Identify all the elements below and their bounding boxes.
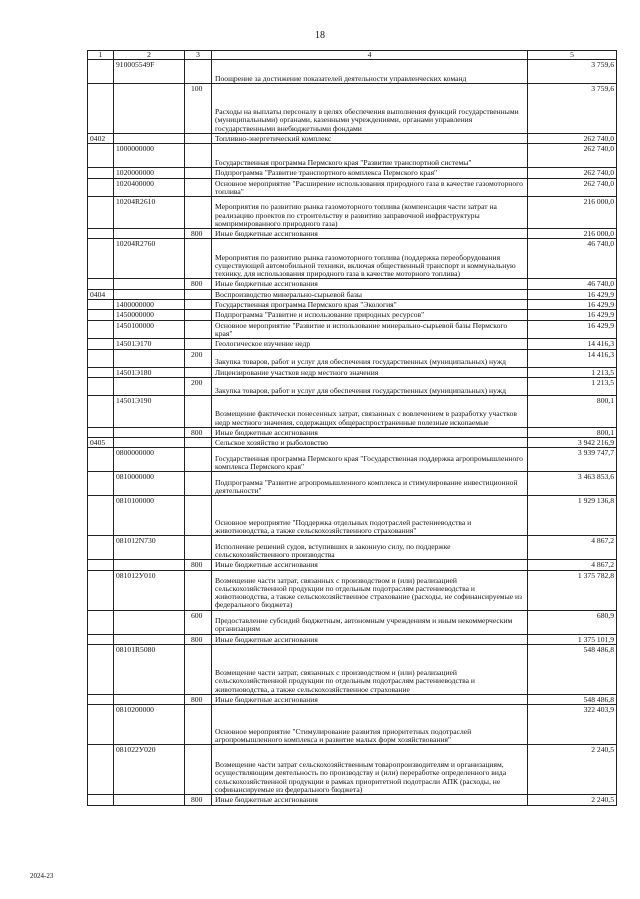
- table-row: [88, 427, 617, 437]
- section-cell: [88, 60, 114, 84]
- name-cell: Топливно-энергетический комплекс: [212, 134, 528, 144]
- target-cell: 14501Э190: [114, 395, 185, 427]
- target-cell: 0810100000: [114, 496, 185, 536]
- target-cell: 14501Э180: [114, 367, 185, 377]
- section-cell: [88, 84, 114, 134]
- section-cell: [88, 339, 114, 349]
- section-cell: [88, 472, 114, 496]
- table-header-row: [88, 51, 617, 60]
- page-number: 18: [315, 30, 325, 41]
- table-row: [88, 560, 617, 570]
- amount-cell: 680,9: [528, 610, 617, 634]
- header-cell: 2: [114, 51, 185, 60]
- name-cell: Государственная программа Пермского края "Развитие транспортной системы": [212, 144, 528, 168]
- type-cell: [185, 448, 212, 472]
- amount-cell: 216 000,0: [528, 229, 617, 239]
- section-cell: [88, 197, 114, 229]
- table-row: [88, 320, 617, 339]
- name-cell: Основное мероприятие "Стимулирование развития приоритетных подотраслей агропромышленного комплекса и развитие малых форм хозяйствования": [212, 705, 528, 745]
- name-cell: Подпрограмма "Развитие и использование природных ресурсов": [212, 310, 528, 320]
- table-row: [88, 229, 617, 239]
- name-cell: Предоставление субсидий бюджетным, автономным учреждениям и иным некоммерческим организациям: [212, 610, 528, 634]
- type-cell: [185, 144, 212, 168]
- amount-cell: 3 463 853,6: [528, 472, 617, 496]
- target-cell: [114, 229, 185, 239]
- name-cell: Подпрограмма "Развитие агропромышленного комплекса и стимулирование инвестиционной деятельности": [212, 472, 528, 496]
- section-cell: [88, 178, 114, 197]
- amount-cell: 16 429,9: [528, 289, 617, 299]
- amount-cell: 3 759,6: [528, 60, 617, 84]
- table-row: [88, 134, 617, 144]
- section-cell: 0402: [88, 134, 114, 144]
- table-row: [88, 795, 617, 805]
- type-cell: 800: [185, 229, 212, 239]
- name-cell: Расходы на выплаты персоналу в целях обеспечения выполнения функций государственными (муниципальными) органами, казенными учреждениями, органами управления государственными внебюджетными фондами: [212, 84, 528, 134]
- section-cell: [88, 795, 114, 805]
- name-cell: Иные бюджетные ассигнования: [212, 795, 528, 805]
- table-row: [88, 310, 617, 320]
- amount-cell: 800,1: [528, 395, 617, 427]
- target-cell: 910005549F: [114, 60, 185, 84]
- target-cell: [114, 279, 185, 289]
- footer-code: 2024-23: [30, 872, 54, 880]
- name-cell: Основное мероприятие "Расширение использования природного газа в качестве газомоторного топлива": [212, 178, 528, 197]
- table-row: [88, 289, 617, 299]
- table-row: [88, 144, 617, 168]
- type-cell: [185, 134, 212, 144]
- type-cell: [185, 395, 212, 427]
- name-cell: Возмещение фактически понесенных затрат, связанных с вовлечением в разработку участков недр местного значения, содержащих общераспространенные полезные ископаемые: [212, 395, 528, 427]
- name-cell: Исполнение решений судов, вступивших в законную силу, по поддержке сельскохозяйственного производства: [212, 536, 528, 560]
- target-cell: 10204R2610: [114, 197, 185, 229]
- target-cell: [114, 438, 185, 448]
- target-cell: 0800000000: [114, 448, 185, 472]
- name-cell: Возмещение части затрат, связанных с производством и (или) реализацией сельскохозяйственной продукции по отдельным подотраслям растениеводства и животноводства, а также сельскохозяйственное страхование (расходы, не софинансируемые из федерального бюджета): [212, 570, 528, 610]
- type-cell: 600: [185, 610, 212, 634]
- name-cell: Основное мероприятие "Поддержка отдельных подотраслей растениеводства и животноводства, а также сельскохозяйственного страхования": [212, 496, 528, 536]
- section-cell: [88, 377, 114, 395]
- amount-cell: 216 000,0: [528, 197, 617, 229]
- header-cell: 5: [528, 51, 617, 60]
- section-cell: [88, 310, 114, 320]
- type-cell: [185, 60, 212, 84]
- table-row: [88, 570, 617, 610]
- table-row: [88, 634, 617, 644]
- target-cell: [114, 289, 185, 299]
- section-cell: 0405: [88, 438, 114, 448]
- amount-cell: 3 942 216,9: [528, 438, 617, 448]
- target-cell: 1020000000: [114, 168, 185, 178]
- section-cell: [88, 560, 114, 570]
- section-cell: [88, 395, 114, 427]
- name-cell: Поощрение за достижение показателей деятельности управленческих команд: [212, 60, 528, 84]
- type-cell: 800: [185, 279, 212, 289]
- type-cell: [185, 178, 212, 197]
- table-row: [88, 367, 617, 377]
- header-cell: 1: [88, 51, 114, 60]
- amount-cell: 1 213,5: [528, 377, 617, 395]
- section-cell: [88, 645, 114, 695]
- type-cell: [185, 197, 212, 229]
- type-cell: [185, 320, 212, 339]
- table-row: [88, 395, 617, 427]
- type-cell: 200: [185, 377, 212, 395]
- amount-cell: 4 867,2: [528, 560, 617, 570]
- name-cell: Иные бюджетные ассигнования: [212, 427, 528, 437]
- type-cell: 800: [185, 634, 212, 644]
- name-cell: Закупка товаров, работ и услуг для обеспечения государственных (муниципальных) нужд: [212, 377, 528, 395]
- table-row: [88, 448, 617, 472]
- target-cell: [114, 560, 185, 570]
- amount-cell: 46 740,0: [528, 239, 617, 279]
- amount-cell: 800,1: [528, 427, 617, 437]
- name-cell: Геологическое изучение недр: [212, 339, 528, 349]
- target-cell: 0810200000: [114, 705, 185, 745]
- amount-cell: 2 240,5: [528, 795, 617, 805]
- target-cell: [114, 795, 185, 805]
- name-cell: Государственная программа Пермского края "Государственная поддержка агропромышленного комплекса Пермского края": [212, 448, 528, 472]
- type-cell: [185, 496, 212, 536]
- type-cell: [185, 645, 212, 695]
- type-cell: [185, 438, 212, 448]
- type-cell: 100: [185, 84, 212, 134]
- target-cell: [114, 634, 185, 644]
- table-row: [88, 84, 617, 134]
- type-cell: [185, 239, 212, 279]
- target-cell: 0810000000: [114, 472, 185, 496]
- section-cell: [88, 610, 114, 634]
- section-cell: [88, 448, 114, 472]
- target-cell: [114, 695, 185, 705]
- type-cell: 800: [185, 695, 212, 705]
- target-cell: [114, 84, 185, 134]
- target-cell: 1000000000: [114, 144, 185, 168]
- section-cell: [88, 229, 114, 239]
- amount-cell: 16 429,9: [528, 310, 617, 320]
- name-cell: Мероприятия по развитию рынка газомоторного топлива (поддержка переоборудования существующей автомобильной техники, включая общественный транспорт и коммунальную технику, для использования природного газа в качестве моторного топлива): [212, 239, 528, 279]
- target-cell: [114, 377, 185, 395]
- target-cell: 1020400000: [114, 178, 185, 197]
- table-row: [88, 472, 617, 496]
- table-row: [88, 496, 617, 536]
- amount-cell: 14 416,3: [528, 349, 617, 367]
- name-cell: Подпрограмма "Развитие транспортного комплекса Пермского края": [212, 168, 528, 178]
- target-cell: 1450100000: [114, 320, 185, 339]
- amount-cell: 46 740,0: [528, 279, 617, 289]
- name-cell: Государственная программа Пермского края "Экология": [212, 300, 528, 310]
- name-cell: Воспроизводство минерально-сырьевой базы: [212, 289, 528, 299]
- name-cell: Возмещение части затрат, связанных с производством и (или) реализацией сельскохозяйственной продукции по отдельным подотраслям растениеводства и животноводства, а также сельскохозяйственное страхование: [212, 645, 528, 695]
- target-cell: 14501Э170: [114, 339, 185, 349]
- type-cell: 800: [185, 427, 212, 437]
- amount-cell: 3 939 747,7: [528, 448, 617, 472]
- section-cell: [88, 239, 114, 279]
- amount-cell: 1 929 136,8: [528, 496, 617, 536]
- section-cell: [88, 279, 114, 289]
- amount-cell: 16 429,9: [528, 300, 617, 310]
- type-cell: [185, 310, 212, 320]
- table-row: [88, 178, 617, 197]
- section-cell: [88, 144, 114, 168]
- section-cell: [88, 300, 114, 310]
- name-cell: Лицензирование участков недр местного значения: [212, 367, 528, 377]
- amount-cell: 2 240,5: [528, 745, 617, 795]
- name-cell: Основное мероприятие "Развитие и использование минерально-сырьевой базы Пермского края": [212, 320, 528, 339]
- name-cell: Иные бюджетные ассигнования: [212, 695, 528, 705]
- amount-cell: 1 375 782,8: [528, 570, 617, 610]
- type-cell: [185, 570, 212, 610]
- table-row: [88, 349, 617, 367]
- target-cell: [114, 134, 185, 144]
- target-cell: 081022У020: [114, 745, 185, 795]
- section-cell: [88, 570, 114, 610]
- amount-cell: 322 403,9: [528, 705, 617, 745]
- budget-table: [87, 50, 617, 806]
- section-cell: [88, 349, 114, 367]
- type-cell: [185, 168, 212, 178]
- type-cell: [185, 536, 212, 560]
- table-row: [88, 438, 617, 448]
- table-row: [88, 339, 617, 349]
- table-row: [88, 745, 617, 795]
- type-cell: [185, 300, 212, 310]
- section-cell: [88, 634, 114, 644]
- amount-cell: 14 416,3: [528, 339, 617, 349]
- amount-cell: 548 486,8: [528, 695, 617, 705]
- type-cell: [185, 745, 212, 795]
- amount-cell: 4 867,2: [528, 536, 617, 560]
- target-cell: 1450000000: [114, 310, 185, 320]
- amount-cell: 1 375 101,9: [528, 634, 617, 644]
- table-row: [88, 536, 617, 560]
- name-cell: Закупка товаров, работ и услуг для обеспечения государственных (муниципальных) нужд: [212, 349, 528, 367]
- type-cell: [185, 367, 212, 377]
- type-cell: [185, 705, 212, 745]
- table-row: [88, 705, 617, 745]
- target-cell: 08101R5080: [114, 645, 185, 695]
- name-cell: Иные бюджетные ассигнования: [212, 279, 528, 289]
- header-cell: 4: [212, 51, 528, 60]
- header-cell: 3: [185, 51, 212, 60]
- target-cell: [114, 349, 185, 367]
- table-row: [88, 239, 617, 279]
- type-cell: 800: [185, 795, 212, 805]
- type-cell: [185, 289, 212, 299]
- table-row: [88, 645, 617, 695]
- type-cell: 200: [185, 349, 212, 367]
- section-cell: [88, 427, 114, 437]
- amount-cell: 16 429,9: [528, 320, 617, 339]
- amount-cell: 262 740,0: [528, 168, 617, 178]
- name-cell: Сельское хозяйство и рыболовство: [212, 438, 528, 448]
- table-row: [88, 300, 617, 310]
- target-cell: [114, 610, 185, 634]
- table-row: [88, 168, 617, 178]
- amount-cell: 548 486,8: [528, 645, 617, 695]
- table-row: [88, 377, 617, 395]
- type-cell: 800: [185, 560, 212, 570]
- section-cell: [88, 695, 114, 705]
- type-cell: [185, 339, 212, 349]
- name-cell: Иные бюджетные ассигнования: [212, 634, 528, 644]
- name-cell: Возмещение части затрат сельскохозяйственным товаропроизводителям и организациям, осуществляющим деятельность по производству и (или) переработке определенного вида сельскохозяйственной продукции в рамках приоритетной подотрасли АПК (расходы, не софинансируемые из федерального бюджета): [212, 745, 528, 795]
- section-cell: [88, 496, 114, 536]
- section-cell: [88, 320, 114, 339]
- target-cell: 10204R2760: [114, 239, 185, 279]
- type-cell: [185, 472, 212, 496]
- amount-cell: 1 213,5: [528, 367, 617, 377]
- table-row: [88, 610, 617, 634]
- amount-cell: 3 759,6: [528, 84, 617, 134]
- section-cell: [88, 536, 114, 560]
- section-cell: [88, 745, 114, 795]
- target-cell: 081012У010: [114, 570, 185, 610]
- table-body: [88, 60, 617, 806]
- table-row: [88, 60, 617, 84]
- target-cell: [114, 427, 185, 437]
- amount-cell: 262 740,0: [528, 178, 617, 197]
- table-row: [88, 279, 617, 289]
- section-cell: [88, 705, 114, 745]
- name-cell: Мероприятия по развитию рынка газомоторного топлива (компенсация части затрат на реализацию проектов по строительству и развитию заправочной инфраструктуры компримированного природного газа): [212, 197, 528, 229]
- amount-cell: 262 740,0: [528, 144, 617, 168]
- target-cell: 081012N730: [114, 536, 185, 560]
- name-cell: Иные бюджетные ассигнования: [212, 560, 528, 570]
- table-row: [88, 197, 617, 229]
- section-cell: 0404: [88, 289, 114, 299]
- section-cell: [88, 367, 114, 377]
- target-cell: 1400000000: [114, 300, 185, 310]
- name-cell: Иные бюджетные ассигнования: [212, 229, 528, 239]
- amount-cell: 262 740,0: [528, 134, 617, 144]
- table-row: [88, 695, 617, 705]
- section-cell: [88, 168, 114, 178]
